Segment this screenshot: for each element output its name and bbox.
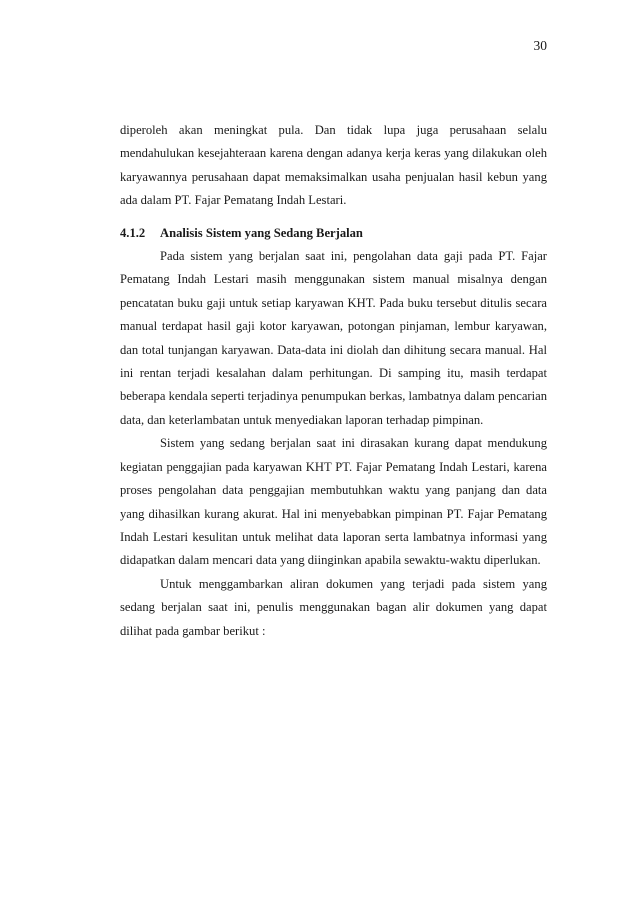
paragraph-continuation: diperoleh akan meningkat pula. Dan tidak lupa juga perusahaan selalu mendahulukan kesejahteraan karena dengan adanya kerja keras yang dilakukan oleh karyawannya perusahaan dapat memaksimalkan usaha penjualan hasil kebun yang ada dalam PT. Fajar Pematang Indah Lestari. <box>120 123 547 208</box>
page-number: 30 <box>533 38 547 53</box>
paragraph-system-problems: Sistem yang sedang berjalan saat ini dirasakan kurang dapat mendukung kegiatan penggajian pada karyawan KHT PT. Fajar Pematang Indah Lestari, karena proses pengolahan data penggajian membutuhkan waktu yang panjang dan data yang dihasilkan kurang akurat. Hal ini menyebabkan pimpinan PT. Fajar Pematang Indah Lestari kesulitan untuk melihat data laporan serta lambatnya informasi yang didapatkan dalam mencari data yang diinginkan apabila sewaktu-waktu diperlukan. <box>120 436 547 568</box>
section-title: Analisis Sistem yang Sedang Berjalan <box>160 225 363 240</box>
section-heading <box>120 222 547 245</box>
section-number: 4.1.2 <box>120 225 146 240</box>
paragraph-flowchart-intro: Untuk menggambarkan aliran dokumen yang terjadi pada sistem yang sedang berjalan saat ini, penulis menggunakan bagan alir dokumen yang dapat dilihat pada gambar berikut : <box>120 576 547 638</box>
body-text <box>120 119 547 643</box>
paragraph-current-system: Pada sistem yang berjalan saat ini, pengolahan data gaji pada PT. Fajar Pematang Indah Lestari masih menggunakan sistem manual misalnya dengan pencatatan buku gaji untuk setiap karyawan KHT. Pada buku tersebut ditulis secara manual terdapat hasil gaji kotor karyawan, potongan pinjaman, lembur karyawan, dan total tunjangan karyawan. Data-data ini diolah dan dihitung secara manual. Hal ini rentan terjadi kesalahan dalam perhitungan. Di samping itu, masih terdapat beberapa kendala seperti terjadinya penumpukan berkas, lambatnya dalam pencarian data, dan keterlambatan untuk menyediakan laporan terhadap pimpinan. <box>120 249 547 427</box>
